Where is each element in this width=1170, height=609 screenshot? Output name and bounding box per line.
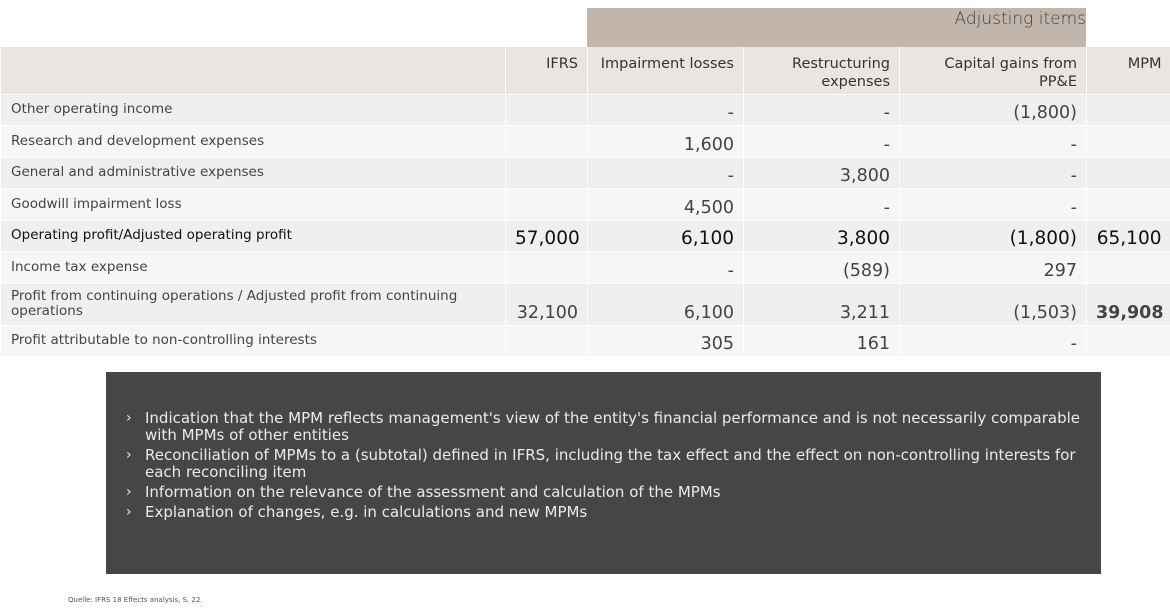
cell-impairment: - xyxy=(588,157,744,189)
cell-restructuring: - xyxy=(744,189,900,221)
column-header-restructuring: Restructuring expenses xyxy=(744,47,900,94)
cell-impairment: 6,100 xyxy=(588,283,744,325)
cell-ifrs: 57,000 xyxy=(506,220,588,252)
cell-ifrs xyxy=(506,126,588,158)
cell-mpm xyxy=(1087,157,1170,189)
cell-mpm xyxy=(1087,325,1170,357)
cell-capital-gains: - xyxy=(900,126,1087,158)
cell-mpm xyxy=(1087,252,1170,284)
cell-capital-gains: 297 xyxy=(900,252,1087,284)
table-row xyxy=(1,126,1170,158)
row-label: Research and development expenses xyxy=(1,126,506,158)
table-row xyxy=(1,325,1170,357)
cell-restructuring: - xyxy=(744,126,900,158)
cell-capital-gains: (1,503) xyxy=(900,283,1087,325)
row-label: Profit attributable to non-controlling interests xyxy=(1,325,506,357)
cell-ifrs xyxy=(506,252,588,284)
table-row xyxy=(1,220,1170,252)
cell-ifrs xyxy=(506,189,588,221)
cell-restructuring: 161 xyxy=(744,325,900,357)
cell-restructuring: - xyxy=(744,94,900,126)
chevron-right-icon: › xyxy=(126,504,132,520)
cell-ifrs: 32,100 xyxy=(506,283,588,325)
table-row xyxy=(1,189,1170,221)
chevron-right-icon: › xyxy=(126,484,132,500)
table-row xyxy=(1,283,1170,325)
column-header-label xyxy=(1,47,506,94)
list-item-text: Explanation of changes, e.g. in calculations and new MPMs xyxy=(145,503,588,521)
row-label: Income tax expense xyxy=(1,252,506,284)
cell-capital-gains: - xyxy=(900,325,1087,357)
cell-mpm xyxy=(1087,189,1170,221)
list-item-text: Reconciliation of MPMs to a (subtotal) defined in IFRS, including the tax effect and the effect on non-controlling interests for each reconciling item xyxy=(145,446,1076,481)
table-header-row xyxy=(1,47,1170,94)
row-label: General and administrative expenses xyxy=(1,157,506,189)
cell-ifrs xyxy=(506,94,588,126)
source-note: Quelle: IFRS 18 Effects analysis, S. 22. xyxy=(68,596,203,604)
column-header-mpm: MPM xyxy=(1087,47,1170,94)
cell-capital-gains: (1,800) xyxy=(900,220,1087,252)
chevron-right-icon: › xyxy=(126,447,132,463)
row-label: Other operating income xyxy=(1,94,506,126)
column-header-capital-gains: Capital gains from PP&E xyxy=(900,47,1087,94)
disclosure-list xyxy=(124,410,1081,521)
cell-impairment: 305 xyxy=(588,325,744,357)
cell-ifrs xyxy=(506,157,588,189)
list-item xyxy=(124,447,1081,481)
table-row xyxy=(1,157,1170,189)
row-label: Goodwill impairment loss xyxy=(1,189,506,221)
cell-mpm: 39,908 xyxy=(1087,283,1170,325)
cell-capital-gains: - xyxy=(900,189,1087,221)
cell-restructuring: 3,211 xyxy=(744,283,900,325)
cell-capital-gains: - xyxy=(900,157,1087,189)
cell-ifrs xyxy=(506,325,588,357)
chevron-right-icon: › xyxy=(126,410,132,426)
list-item xyxy=(124,484,1081,501)
row-label: Profit from continuing operations / Adjusted profit from continuing operations xyxy=(1,283,506,325)
cell-restructuring: (589) xyxy=(744,252,900,284)
cell-mpm xyxy=(1087,126,1170,158)
cell-impairment: 6,100 xyxy=(588,220,744,252)
list-item-text: Information on the relevance of the assessment and calculation of the MPMs xyxy=(145,483,721,501)
mpm-reconciliation-table xyxy=(0,47,1170,357)
table-row xyxy=(1,94,1170,126)
cell-impairment: - xyxy=(588,252,744,284)
list-item xyxy=(124,504,1081,521)
row-label: Operating profit/Adjusted operating profit xyxy=(1,220,506,252)
disclosure-requirements-box xyxy=(106,372,1101,574)
list-item xyxy=(124,410,1081,444)
column-header-impairment: Impairment losses xyxy=(588,47,744,94)
cell-impairment: 1,600 xyxy=(588,126,744,158)
cell-mpm xyxy=(1087,94,1170,126)
cell-capital-gains: (1,800) xyxy=(900,94,1087,126)
cell-restructuring: 3,800 xyxy=(744,220,900,252)
cell-mpm: 65,100 xyxy=(1087,220,1170,252)
column-header-ifrs: IFRS xyxy=(506,47,588,94)
cell-restructuring: 3,800 xyxy=(744,157,900,189)
adjusting-items-header xyxy=(587,8,1086,47)
list-item-text: Indication that the MPM reflects management's view of the entity's financial performance and is not necessarily comparable with MPMs of other entities xyxy=(145,409,1080,444)
cell-impairment: - xyxy=(588,94,744,126)
adjusting-items-label: Adjusting items xyxy=(954,9,1086,29)
cell-impairment: 4,500 xyxy=(588,189,744,221)
table-row xyxy=(1,252,1170,284)
